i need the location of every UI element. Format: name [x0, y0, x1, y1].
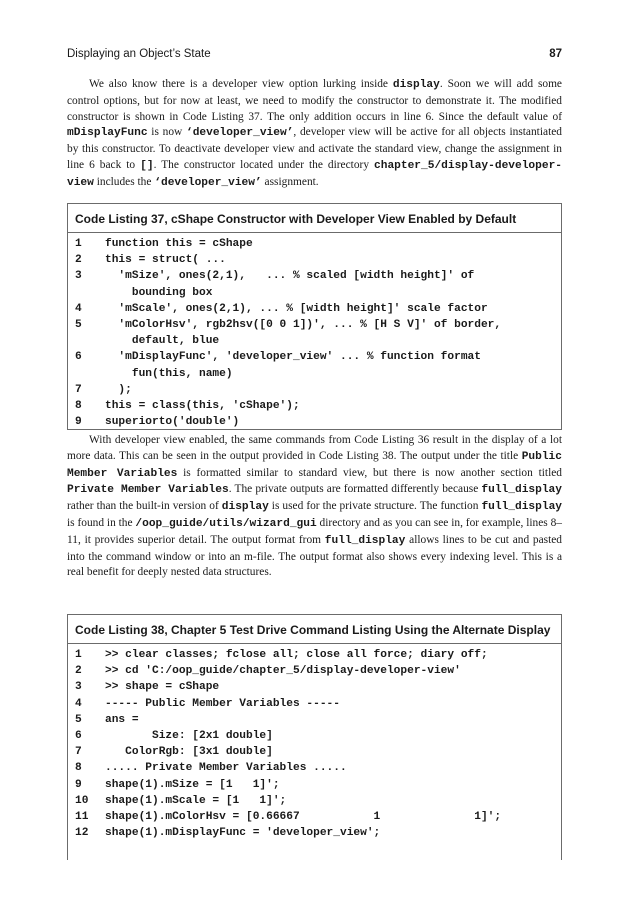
- code-line: 9 shape(1).mSize = [1 1]';: [75, 778, 280, 791]
- code-line: bounding box: [105, 286, 213, 299]
- code-listing-38: [67, 614, 562, 860]
- code-listing-37-title: Code Listing 37, cShape Constructor with Developer View Enabled by Default: [68, 204, 561, 233]
- code-line: 6 Size: [2x1 double]: [75, 730, 273, 743]
- code-listing-37: [67, 203, 562, 430]
- code-line: 4 'mScale', ones(2,1), ... % [width height]' scale factor: [75, 302, 488, 315]
- code-line: 12 shape(1).mDisplayFunc = 'developer_view';: [75, 827, 381, 840]
- paragraph-private-display: With developer view enabled, the same commands from Code Listing 36 result in the display of a lot more data. This can be seen in the output provided in Code Listing 38. The output under the title Public Member Variables is formatted similar to standard view, but there is now another section titled Private Member Variables. The private outputs are formatted differently because full_display rather than the built-in version of display is used for the private structure. The function full_display is found in the /oop_guide/utils/wizard_gui directory and as you can see in, for example, lines 8–11, it provides superior detail. The output format from full_display allows lines to be cut and pasted into the command window or into an m-file. The output format also shows every indexing level. This is a real benefit for deeply nested data structures.: [67, 434, 563, 579]
- code-line: 7 );: [75, 383, 132, 396]
- code-line: 10 shape(1).mScale = [1 1]';: [75, 794, 287, 807]
- code-line: 1 function this = cShape: [75, 238, 253, 250]
- code-line: 5 ans =: [75, 713, 139, 726]
- header-title: Displaying an Object’s State: [67, 48, 211, 60]
- code-line: 8 ..... Private Member Variables .....: [75, 762, 347, 775]
- code-line: 3 'mSize', ones(2,1), ... % scaled [width height]' of: [75, 270, 475, 283]
- paragraph-developer-view: We also know there is a developer view option lurking inside display. Soon we will add some control options, but for now at least, we need to modify the constructor to demonstrate it. The modified constructor is shown in Code Listing 37. The only addition occurs in line 6. Since the default value of mDisplayFunc is now ‘developer_view’, developer view will be active for all objects instantiated by this constructor. To deactivate developer view and activate the standard view, change the assignment in line 6 back to []. The constructor located under the directory chapter_5/display-developer-view includes the ‘developer_view’ assignment.: [67, 78, 562, 189]
- code-line: 1 >> clear classes; fclose all; close all force; diary off;: [75, 649, 488, 661]
- code-line: 6 'mDisplayFunc', 'developer_view' ... % function format: [75, 351, 481, 364]
- code-line: 2 this = struct( ...: [75, 254, 226, 267]
- code-line: fun(this, name): [105, 367, 233, 380]
- page-number: 87: [549, 48, 562, 60]
- code-listing-37-lines: [68, 233, 561, 432]
- code-line: 3 >> shape = cShape: [75, 681, 220, 694]
- code-line: 9 superiorto('double'): [75, 416, 240, 429]
- code-line: default, blue: [105, 335, 220, 348]
- code-line: 5 'mColorHsv', rgb2hsv([0 0 1])', ... % [H S V]' of border,: [75, 319, 502, 332]
- code-line: 8 this = class(this, 'cShape');: [75, 400, 300, 413]
- running-header: [67, 48, 562, 64]
- code-line: 11 shape(1).mColorHsv = [0.66667 1 1]';: [75, 811, 502, 824]
- code-line: 4 ----- Public Member Variables -----: [75, 697, 340, 710]
- code-line: 2 >> cd 'C:/oop_guide/chapter_5/display-developer-view': [75, 665, 461, 678]
- code-line: 7 ColorRgb: [3x1 double]: [75, 746, 273, 759]
- code-listing-38-lines: [68, 644, 561, 843]
- code-listing-38-title: Code Listing 38, Chapter 5 Test Drive Command Listing Using the Alternate Display: [68, 615, 561, 644]
